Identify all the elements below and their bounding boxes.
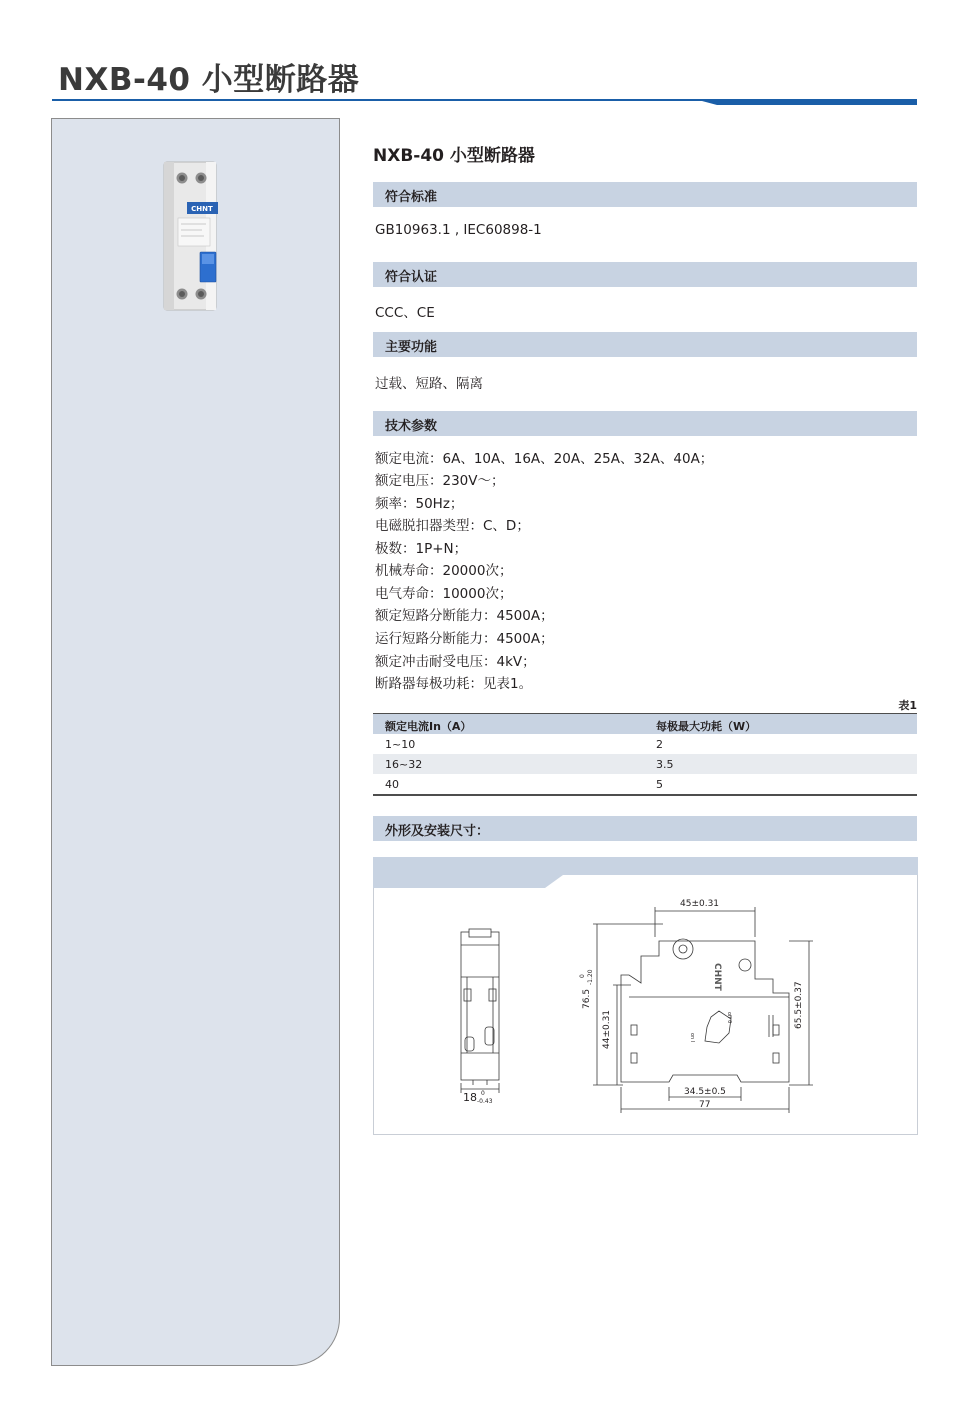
rail-height-label: 44±0.31 bbox=[602, 1009, 612, 1049]
total-height-label: 76.5 bbox=[582, 988, 592, 1009]
rail-width-label: 34.5±0.5 bbox=[684, 1087, 726, 1097]
section-bar-technical bbox=[373, 411, 917, 436]
section-bar-certification bbox=[373, 262, 917, 287]
product-name: NXB-40 小型断路器 bbox=[373, 146, 535, 166]
table-header-row bbox=[373, 714, 917, 734]
table-cell: 2 bbox=[656, 738, 663, 751]
param-line: 断路器每极功耗：见表1。 bbox=[375, 676, 533, 692]
table-cell: 16~32 bbox=[385, 758, 423, 771]
section-heading-certification: 符合认证 bbox=[385, 270, 438, 285]
table-header-cell: 每极最大功耗（W） bbox=[656, 720, 757, 733]
circuit-breaker-photo bbox=[160, 160, 220, 312]
table-cell: 40 bbox=[385, 778, 399, 791]
section-bar-functions bbox=[373, 332, 917, 357]
param-line: 极数：1P+N； bbox=[375, 541, 468, 557]
table-row bbox=[373, 774, 917, 794]
table-cell: 1~10 bbox=[385, 738, 416, 751]
table-row bbox=[373, 734, 917, 754]
table-cell: 5 bbox=[656, 778, 663, 791]
total-height-tol-lower: -1.20 bbox=[587, 969, 594, 985]
param-line: 电磁脱扣器类型：C、D； bbox=[375, 518, 530, 534]
functions-text: 过载、短路、隔离 bbox=[375, 376, 483, 392]
param-line: 额定短路分断能力：4500A； bbox=[375, 608, 554, 624]
param-line: 额定电流：6A、10A、16A、20A、25A、32A、40A； bbox=[375, 451, 714, 467]
section-bar-standards bbox=[373, 182, 917, 207]
chnt-logo: CHNT bbox=[191, 205, 213, 213]
off-label: off 0 bbox=[726, 1012, 732, 1024]
side-width-label: 18 bbox=[463, 1091, 477, 1104]
on-label: on I bbox=[689, 1033, 695, 1043]
side-width-tol-upper: 0 bbox=[481, 1090, 485, 1097]
top-width-label: 45±0.31 bbox=[680, 899, 720, 909]
total-height-tol-upper: 0 bbox=[579, 974, 586, 978]
side-view-drawing bbox=[461, 929, 499, 1093]
param-line: 频率：50Hz； bbox=[375, 496, 464, 512]
standards-text: GB10963.1 , IEC60898-1 bbox=[375, 222, 542, 238]
section-heading-technical: 技术参数 bbox=[385, 419, 438, 434]
page-title: NXB-40 小型断路器 bbox=[58, 62, 360, 98]
section-heading-standards: 符合标准 bbox=[385, 190, 438, 205]
power-loss-table bbox=[373, 713, 917, 796]
total-width-label: 77 bbox=[699, 1100, 711, 1110]
table-row bbox=[373, 754, 917, 774]
section-heading-dimensions: 外形及安装尺寸： bbox=[385, 824, 490, 839]
section-heading-functions: 主要功能 bbox=[385, 340, 438, 355]
certification-text: CCC、CE bbox=[375, 305, 435, 321]
param-line: 电气寿命：10000次； bbox=[375, 586, 513, 602]
section-bar-dimensions bbox=[373, 816, 917, 841]
front-view-drawing bbox=[593, 907, 813, 1113]
drawing-brand-mark: CHNT bbox=[712, 963, 722, 991]
body-height-label: 65.5±0.37 bbox=[794, 981, 804, 1029]
side-width-tol-lower: -0.43 bbox=[477, 1098, 493, 1105]
title-rule bbox=[52, 99, 917, 105]
param-line: 额定冲击耐受电压：4kV； bbox=[375, 654, 536, 670]
param-line: 额定电压：230V～； bbox=[375, 473, 505, 489]
table-header-cell: 额定电流In（A） bbox=[385, 720, 472, 733]
table-caption: 表1 bbox=[898, 699, 917, 712]
param-line: 运行短路分断能力：4500A； bbox=[375, 631, 554, 647]
dimension-drawing bbox=[373, 857, 918, 1135]
param-line: 机械寿命：20000次； bbox=[375, 563, 513, 579]
table-cell: 3.5 bbox=[656, 758, 674, 771]
